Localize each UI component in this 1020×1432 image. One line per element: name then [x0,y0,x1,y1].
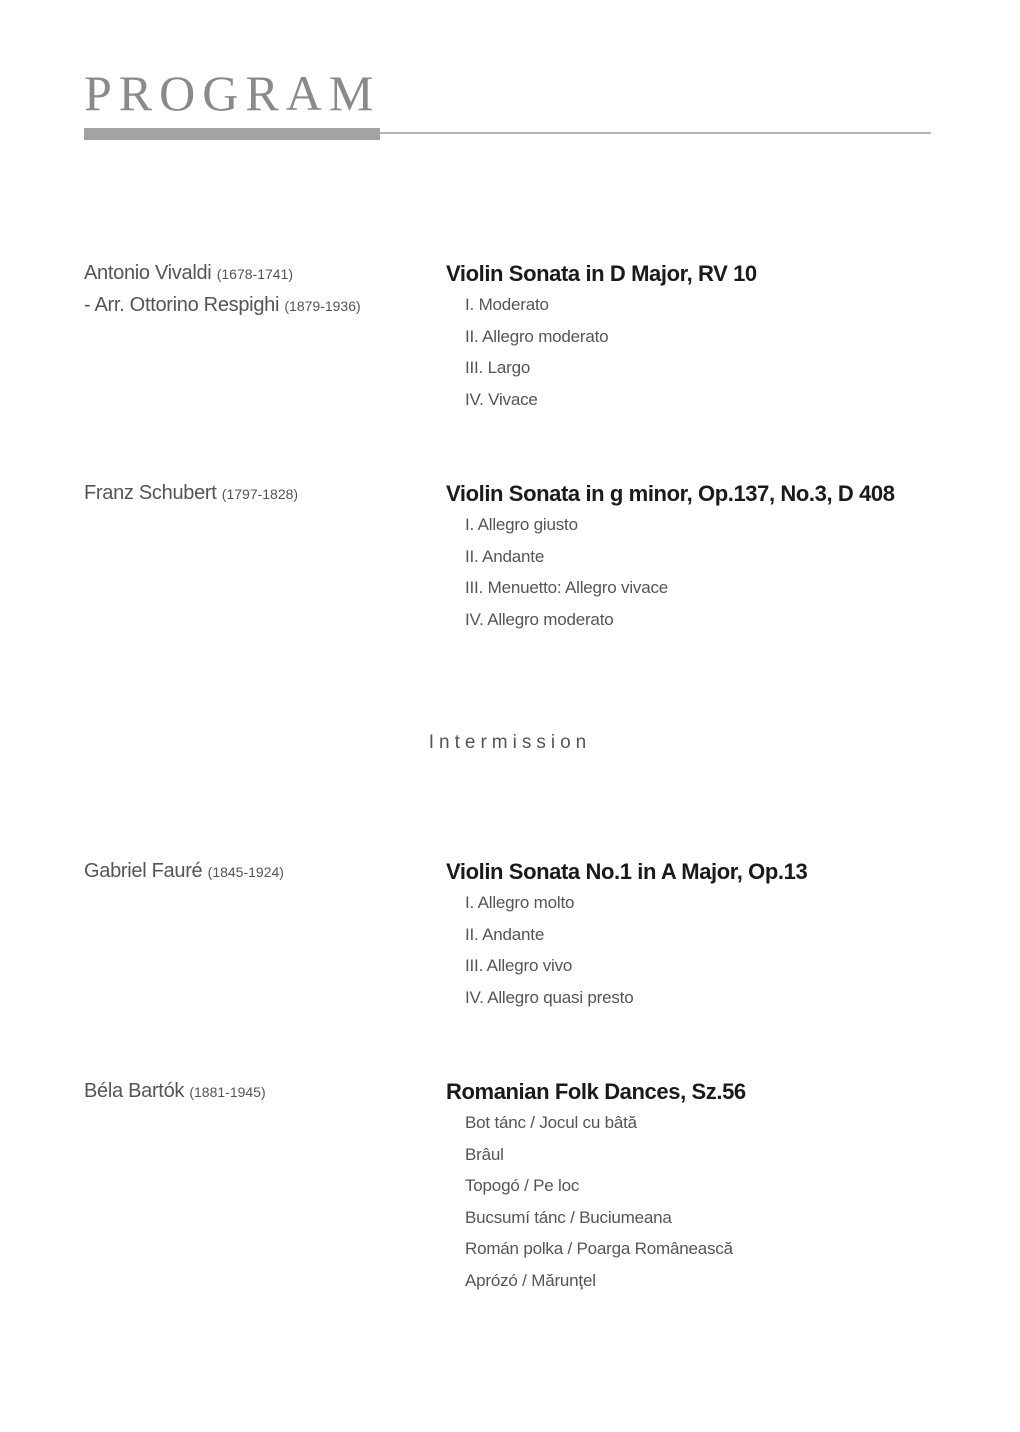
composer-name: Franz Schubert [84,482,217,504]
work-title: Violin Sonata No.1 in A Major, Op.13 [446,859,808,884]
movement-item: III. Menuetto: Allegro vivace [465,578,669,597]
movement-list [446,289,946,415]
movement-item: III. Largo [465,358,531,377]
work-title: Violin Sonata in D Major, RV 10 [446,261,757,286]
movement-item: I. Allegro molto [465,893,575,912]
title-divider-line [380,132,931,134]
movement-item: III. Allegro vivo [465,956,573,975]
composer-line [84,478,298,510]
movement-item: Aprózó / Mărunţel [465,1270,596,1290]
movement-item: Topogó / Pe loc [465,1176,580,1195]
composer-line [84,1076,266,1108]
intermission-label: Intermission [428,732,592,753]
composer-name: Antonio Vivaldi [84,262,212,284]
composer-block [84,258,361,322]
composer-block [84,478,298,510]
movement-item: Bucsumí tánc / Buciumeana [465,1207,672,1227]
movement-item: IV. Allegro quasi presto [465,987,634,1007]
page-title: PROGRAM [84,65,381,121]
composer-dates: (1881-1945) [189,1084,266,1100]
movement-list [446,887,946,1013]
movement-item: II. Allegro moderato [465,326,609,346]
work-title: Violin Sonata in g minor, Op.137, No.3, D 408 [446,481,895,506]
movement-item: IV. Vivace [465,389,538,409]
work-block [446,1076,946,1296]
movement-item: Brâul [465,1144,504,1164]
arranger-line [84,290,361,322]
work-title: Romanian Folk Dances, Sz.56 [446,1079,746,1104]
arranger-name: - Arr. Ottorino Respighi [84,294,280,316]
title-underline-bar [84,128,380,140]
work-block [446,258,946,415]
composer-block [84,1076,266,1108]
composer-name: Béla Bartók [84,1080,185,1102]
movement-item: II. Andante [465,924,545,944]
movement-item: I. Allegro giusto [465,515,578,534]
movement-item: Bot tánc / Jocul cu bâtă [465,1113,637,1132]
movement-item: IV. Allegro moderato [465,609,614,629]
composer-block [84,856,284,888]
arranger-dates: (1879-1936) [284,298,361,314]
movement-item: I. Moderato [465,295,549,314]
composer-line [84,856,284,888]
work-block [446,856,946,1013]
movement-list [446,1107,946,1296]
composer-dates: (1845-1924) [207,864,284,880]
movement-list [446,509,946,635]
composer-dates: (1797-1828) [221,486,299,502]
composer-line [84,258,361,290]
work-block [446,478,946,635]
composer-dates: (1678-1741) [216,266,293,282]
movement-item: II. Andante [465,546,545,566]
composer-name: Gabriel Fauré [84,860,203,882]
movement-item: Román polka / Poarga Românească [465,1239,733,1258]
